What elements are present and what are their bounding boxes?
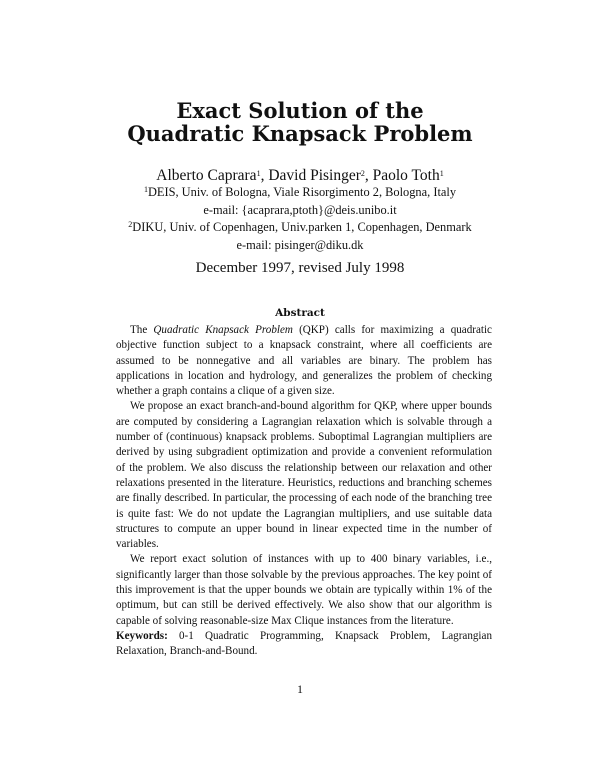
keywords — [116, 629, 492, 660]
paper-date: December 1997, revised July 1998 — [195, 260, 405, 276]
affiliation-deis — [0, 184, 600, 200]
author-pisinger-affiliation-mark: 2 — [360, 169, 365, 178]
abstract-p1-text: (QKP) calls for maximizing a quadratic objective function subject to a knapsack constraint, where all coefficients are assumed to be nonnegative and all variables are binary. The problem has applications in location and hydrology, and generalizes the problem of checking whether a graph contains a clique of a given size. — [116, 324, 492, 398]
affiliation-diku — [0, 219, 600, 235]
keywords-text: 0-1 Quadratic Programming, Knapsack Problem, Lagrangian Relaxation, Branch-and-Bound. — [116, 629, 492, 658]
keywords-label: Keywords: — [116, 629, 168, 642]
affiliation-deis-text: DEIS, Univ. of Bologna, Viale Risorgimento 2, Bologna, Italy — [147, 185, 457, 199]
affiliation-diku-mark: 2 — [128, 220, 133, 229]
abstract-paragraph-2: We propose an exact branch-and-bound algorithm for QKP, where upper bounds are computed by considering a Lagrangian relaxation which is solvable through a number of (continuous) knapsack problems. Suboptimal Lagrangian multipliers are derived by using subgradient optimization and provide a convenient reformulation of the problem. We also discuss the relationship between our relaxation and other relaxations presented in the literature. Heuristics, reductions and branching schemes are finally described. In particular, the processing of each node of the branching tree is quite fast: We do not update the Lagrangian multipliers, and use suitable data structures to compute an upper bound in linear expected time in the number of variables. — [116, 400, 492, 551]
affiliation-deis-mark: 1 — [143, 185, 148, 194]
abstract-heading: Abstract — [275, 307, 325, 319]
abstract-body — [116, 323, 492, 660]
author-toth-affiliation-mark: 1 — [439, 169, 444, 178]
email-deis: e-mail: {acaprara,ptoth}@deis.unibo.it — [203, 203, 397, 217]
author-separator: , — [260, 167, 269, 184]
abstract-p1-emphasis: Quadratic Knapsack Problem — [153, 324, 293, 336]
author-list — [0, 167, 600, 185]
paper-title-line-2: Quadratic Knapsack Problem — [127, 121, 473, 146]
author-caprara: Alberto Caprara — [156, 167, 257, 184]
paper-title-line-1: Exact Solution of the — [176, 98, 424, 123]
abstract-paragraph-3: We report exact solution of instances with up to 400 binary variables, i.e., significantly larger than those solvable by the previous approaches. The key point of this improvement is that the upper bounds we obtain are typically within 1% of the optimum, but can still be derived effectively. We also show that our algorithm is capable of solving reasonable-size Max Clique instances from the literature. — [116, 553, 492, 627]
abstract-paragraph-1 — [116, 323, 492, 399]
author-separator: , — [364, 167, 373, 184]
page-number: 1 — [297, 682, 303, 696]
author-toth: Paolo Toth — [372, 167, 440, 184]
author-caprara-affiliation-mark: 1 — [256, 169, 261, 178]
affiliation-diku-text: DIKU, Univ. of Copenhagen, Univ.parken 1, Copenhagen, Denmark — [132, 220, 472, 234]
email-diku: e-mail: pisinger@diku.dk — [236, 238, 364, 252]
author-pisinger: David Pisinger — [268, 167, 361, 184]
abstract-p1-lead: The — [130, 324, 154, 336]
